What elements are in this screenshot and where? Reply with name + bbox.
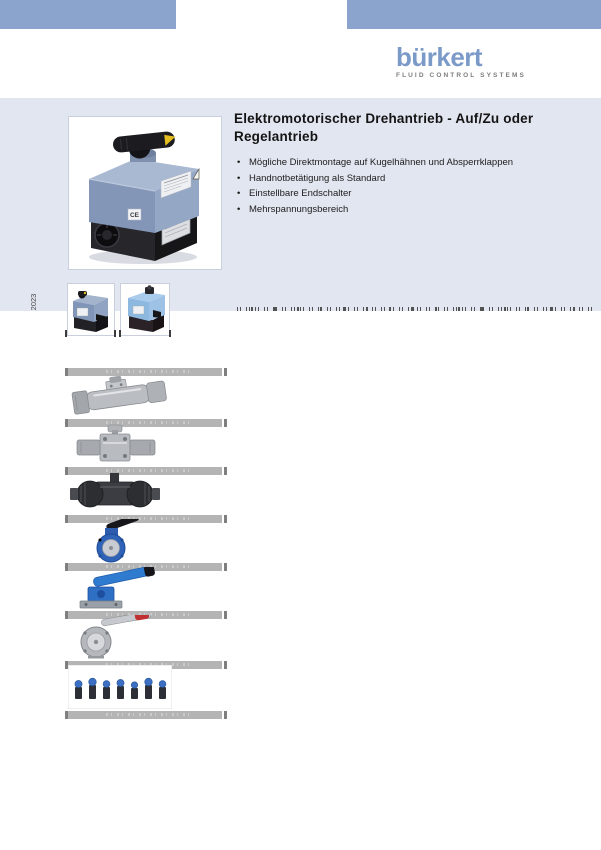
logo-tagline: FLUID CONTROL SYSTEMS — [396, 72, 526, 79]
header-bar-right — [347, 0, 601, 29]
separator-tick — [224, 661, 227, 669]
thumbnail-actuator-2 — [120, 283, 170, 336]
actuator-variant-1-image — [68, 284, 114, 335]
black-pvc-ball-valve-image — [68, 471, 162, 515]
clipped-text-line — [237, 307, 595, 311]
separator-tick — [65, 711, 68, 719]
thumbnail-actuator-1 — [67, 283, 115, 336]
main-product-photo — [68, 116, 222, 270]
mini-valves-panel-image — [68, 665, 172, 709]
electric-rotary-actuator-image — [69, 117, 221, 269]
burkert-logo — [396, 44, 526, 79]
separator-tick — [224, 419, 227, 427]
row-separator — [68, 711, 222, 719]
crop-mark — [65, 330, 67, 337]
crop-mark — [119, 330, 121, 337]
product-title-block — [234, 110, 596, 218]
page-title: Elektromotorischer Drehantrieb - Auf/Zu oder Regelantrieb — [234, 111, 534, 144]
actuator-variant-2-image — [121, 284, 169, 335]
separator-tick — [224, 368, 227, 376]
stainless-three-piece-ball-valve-image — [72, 424, 162, 466]
svg-text:CE: CE — [129, 212, 140, 219]
feature-bullet: • Mehrspannungsbereich — [236, 202, 596, 218]
blue-butterfly-valve-image — [74, 519, 150, 563]
separator-tick — [224, 611, 227, 619]
feature-bullet: • Mögliche Direktmontage auf Kugelhähnen und Absperrklappen — [236, 155, 596, 171]
feature-bullet: • Handnotbetätigung als Standard — [236, 171, 596, 187]
crop-mark — [114, 330, 116, 337]
separator-tick — [65, 515, 68, 523]
edge-date-note: 2023 — [29, 293, 38, 311]
separator-tick — [65, 419, 68, 427]
stainless-two-piece-ball-valve-image — [70, 374, 170, 417]
blue-long-lever-valve-image — [66, 567, 168, 610]
crop-mark — [169, 330, 171, 337]
separator-tick — [224, 711, 227, 719]
separator-tick — [65, 368, 68, 376]
metal-butterfly-valve-image — [62, 615, 164, 659]
logo-wordmark: bürkert — [396, 42, 483, 72]
separator-tick — [224, 563, 227, 571]
feature-bullet: • Einstellbare Endschalter — [236, 186, 596, 202]
header-bar-left — [0, 0, 176, 29]
separator-tick — [224, 515, 227, 523]
feature-bullet-list — [236, 155, 596, 218]
separator-tick — [224, 467, 227, 475]
